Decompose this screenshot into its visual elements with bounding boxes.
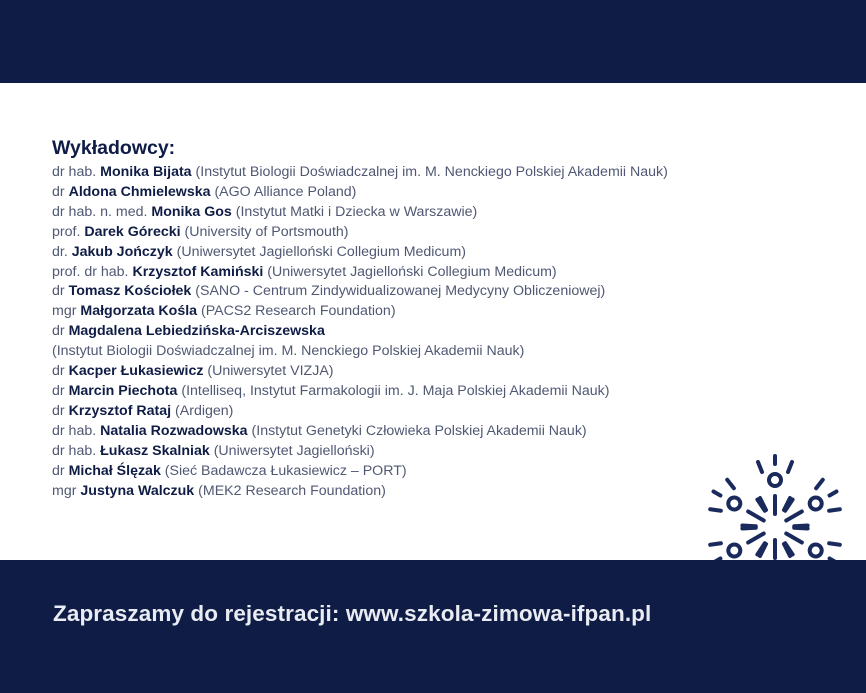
lecturer-item [52, 203, 832, 223]
lecturer-name: Natalia Rozwadowska [100, 422, 248, 439]
lecturer-affiliation: (Uniwersytet VIZJA) [207, 363, 334, 380]
lecturer-item [52, 183, 832, 203]
lecturer-affiliation: (PACS2 Research Foundation) [201, 303, 396, 320]
lecturer-affiliation: (Uniwersytet Jagielloński) [213, 442, 375, 459]
lecturer-title: dr [52, 462, 65, 479]
lecturer-title: mgr [52, 482, 77, 499]
section-heading: Wykładowcy: [52, 137, 176, 159]
lecturer-affiliation: (MEK2 Research Foundation) [198, 482, 386, 499]
lecturer-item [52, 282, 832, 302]
lecturer-affiliation: (Intelliseq, Instytut Farmakologii im. J. Maja Polskiej Akademii Nauk) [181, 382, 610, 399]
lecturer-title: dr [52, 283, 65, 300]
lecturer-affiliation: (Uniwersytet Jagielloński Collegium Medicum) [176, 243, 466, 260]
lecturer-item [52, 422, 832, 442]
lecturer-name: Tomasz Kościołek [68, 283, 192, 300]
top-banner [0, 0, 866, 83]
lecturer-name: Łukasz Skalniak [100, 442, 210, 459]
lecturer-title: dr hab. [52, 442, 97, 459]
lecturer-name: Marcin Piechota [68, 382, 178, 399]
lecturer-affiliation: (Uniwersytet Jagielloński Collegium Medicum) [267, 263, 557, 280]
lecturer-item [52, 243, 832, 263]
lecturer-name: Krzysztof Rataj [68, 402, 172, 419]
lecturer-affiliation: (Instytut Biologii Doświadczalnej im. M. Nenckiego Polskiej Akademii Nauk) [52, 343, 525, 360]
lecturer-name: Monika Bijata [100, 164, 192, 180]
lecturer-name: Darek Górecki [84, 223, 181, 240]
lecturer-title: dr [52, 363, 65, 380]
lecturer-affiliation: (Instytut Genetyki Człowieka Polskiej Akademii Nauk) [251, 422, 587, 439]
lecturer-title: dr hab. n. med. [52, 203, 148, 220]
lecturer-item [52, 263, 832, 283]
lecturer-affiliation: (Ardigen) [175, 402, 234, 419]
lecturer-affiliation: (AGO Alliance Poland) [214, 183, 357, 200]
lecturers-section [52, 136, 832, 501]
lecturer-item [52, 382, 832, 402]
lecturer-name: Jakub Jończyk [71, 243, 173, 260]
lecturer-item [52, 402, 832, 422]
lecturer-name: Justyna Walczuk [80, 482, 195, 499]
lecturer-item [52, 322, 832, 342]
lecturer-title: dr hab. [52, 422, 97, 439]
lecturer-affiliation: (Instytut Biologii Doświadczalnej im. M. Nenckiego Polskiej Akademii Nauk) [195, 164, 668, 180]
lecturer-title: prof. [52, 223, 81, 240]
lecturer-title: dr hab. [52, 164, 97, 180]
lecturer-title: dr. [52, 243, 68, 260]
lecturer-name: Monika Gos [151, 203, 232, 220]
lecturer-item [52, 223, 832, 243]
lecturer-item [52, 302, 832, 322]
lecturer-title: mgr [52, 303, 77, 320]
lecturer-title: dr [52, 382, 65, 399]
lecturer-affiliation: (Instytut Matki i Dziecka w Warszawie) [235, 203, 478, 220]
lecturer-title: dr [52, 183, 65, 200]
lecturer-item [52, 362, 832, 382]
lecturer-name: Krzysztof Kamiński [132, 263, 264, 280]
lecturer-name: Michał Ślęzak [68, 462, 161, 479]
lecturer-name: Magdalena Lebiedzińska-Arciszewska [68, 323, 325, 340]
lecturer-name: Kacper Łukasiewicz [68, 363, 204, 380]
lecturer-title: prof. dr hab. [52, 263, 129, 280]
lecturer-name: Aldona Chmielewska [68, 183, 211, 200]
lecturer-affiliation: (SANO - Centrum Zindywidualizowanej Medycyny Obliczeniowej) [195, 283, 606, 300]
lecturer-affiliation: (University of Portsmouth) [184, 223, 349, 240]
lecturer-item [52, 163, 832, 183]
lecturer-list [52, 163, 832, 501]
registration-cta: Zapraszamy do rejestracji: www.szkola-zimowa-ifpan.pl [53, 601, 652, 626]
lecturer-title: dr [52, 402, 65, 419]
lecturer-item [52, 342, 832, 362]
lecturer-affiliation: (Sieć Badawcza Łukasiewicz – PORT) [164, 462, 407, 479]
lecturer-title: dr [52, 323, 65, 340]
lecturer-name: Małgorzata Kośla [80, 303, 198, 320]
